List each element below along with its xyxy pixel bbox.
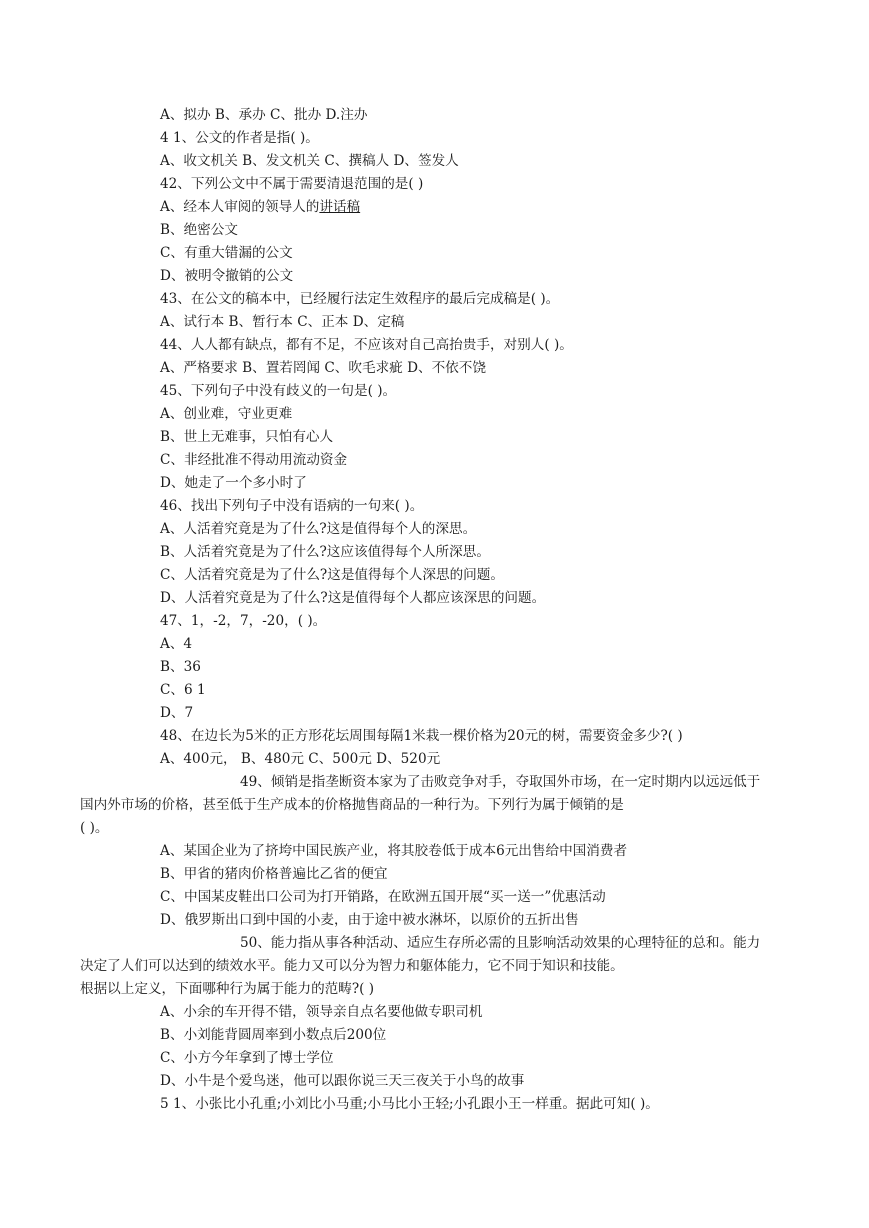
q41-options: A、收文机关 B、发文机关 C、撰稿人 D、签发人 [160, 153, 459, 169]
q42-option-d: D、被明令撤销的公文 [160, 268, 294, 284]
q42-question: 42、下列公文中不属于需要清退范围的是( ) [160, 176, 424, 192]
q50-line-3: 根据以上定义，下面哪种行为属于能力的范畴?( ) [80, 981, 375, 997]
q49-option-a: A、某国企业为了挤垮中国民族产业，将其胶卷低于成本6元出售给中国消费者 [160, 843, 628, 859]
q50-line-2: 决定了人们可以达到的绩效水平。能力又可以分为智力和躯体能力，它不同于知识和技能。 [80, 958, 624, 974]
q45-question: 45、下列句子中没有歧义的一句是( )。 [160, 383, 397, 399]
q50-line-1: 50、能力指从事各种活动、适应生存所必需的且影响活动效果的心理特征的总和。能力 [240, 935, 761, 951]
q47-option-c: C、6 1 [160, 682, 206, 698]
q43-options: A、试行本 B、暂行本 C、正本 D、定稿 [160, 314, 405, 330]
q49-question [80, 771, 761, 840]
q42-option-a-text: A、经本人审阅的领导人的 [160, 199, 320, 215]
q50-option-d: D、小牛是个爱鸟迷，他可以跟你说三天三夜关于小鸟的故事 [160, 1073, 525, 1089]
q45-option-c: C、非经批准不得动用流动资金 [160, 452, 348, 468]
q49-option-c: C、中国某皮鞋出口公司为打开销路，在欧洲五国开展“买一送一”优惠活动 [160, 889, 606, 905]
q50-option-b: B、小刘能背圆周率到小数点后200位 [160, 1027, 387, 1043]
q42-option-b: B、绝密公文 [160, 222, 238, 238]
q51-question: 5 1、小张比小孔重;小刘比小马重;小马比小王轻;小孔跟小王一样重。据此可知( )。 [160, 1096, 659, 1112]
q49-option-d: D、俄罗斯出口到中国的小麦，由于途中被水淋坏，以原价的五折出售 [160, 912, 579, 928]
q43-question: 43、在公文的稿本中，已经履行法定生效程序的最后完成稿是( )。 [160, 291, 560, 307]
q44-options: A、严格要求 B、置若罔闻 C、吹毛求疵 D、不依不饶 [160, 360, 486, 376]
q49-line-3: ( )。 [80, 820, 109, 836]
q48-question: 48、在边长为5米的正方形花坛周围每隔1米栽一棵价格为20元的树，需要资金多少?( ) [160, 728, 683, 744]
q44-question: 44、人人都有缺点，都有不足，不应该对自己高抬贵手，对别人( )。 [160, 337, 573, 353]
q45-option-a: A、创业难，守业更难 [160, 406, 293, 422]
q45-option-b: B、世上无难事，只怕有心人 [160, 429, 334, 445]
document-body [80, 104, 761, 1116]
q42-option-c: C、有重大错漏的公文 [160, 245, 293, 261]
q45-option-d: D、她走了一个多小时了 [160, 475, 307, 491]
q40-options: A、拟办 B、承办 C、批办 D.注办 [160, 107, 368, 123]
q49-line-2: 国内外市场的价格，甚至低于生产成本的价格抛售商品的一种行为。下列行为属于倾销的是 [80, 797, 624, 813]
q47-question: 47、1，-2，7，-20，( )。 [160, 613, 327, 629]
speech-draft-link[interactable]: 讲话稿 [319, 199, 361, 215]
q47-option-a: A、4 [160, 636, 193, 652]
q50-option-c: C、小方今年拿到了博士学位 [160, 1050, 334, 1066]
q49-option-b: B、甲省的猪肉价格普遍比乙省的便宜 [160, 866, 388, 882]
q46-option-c: C、人活着究竟是为了什么?这是值得每个人深思的问题。 [160, 567, 504, 583]
q41-question: 4 1、公文的作者是指( )。 [160, 130, 319, 146]
q46-option-a: A、人活着究竟是为了什么?这是值得每个人的深思。 [160, 521, 477, 537]
q47-option-d: D、7 [160, 705, 194, 721]
q48-options: A、400元， B、480元 C、500元 D、520元 [160, 751, 441, 767]
q47-option-b: B、36 [160, 659, 201, 675]
q50-question [80, 932, 761, 1001]
q49-line-1: 49、倾销是指垄断资本家为了击败竞争对手，夺取国外市场，在一定时期内以远远低于 [240, 774, 761, 790]
q46-question: 46、找出下列句子中没有语病的一句来( )。 [160, 498, 424, 514]
q46-option-d: D、人活着究竟是为了什么?这是值得每个人都应该深思的问题。 [160, 590, 546, 606]
q46-option-b: B、人活着究竟是为了什么?这应该值得每个人所深思。 [160, 544, 490, 560]
q50-option-a: A、小余的车开得不错，领导亲自点名要他做专职司机 [160, 1004, 483, 1020]
q42-option-a [160, 196, 740, 219]
